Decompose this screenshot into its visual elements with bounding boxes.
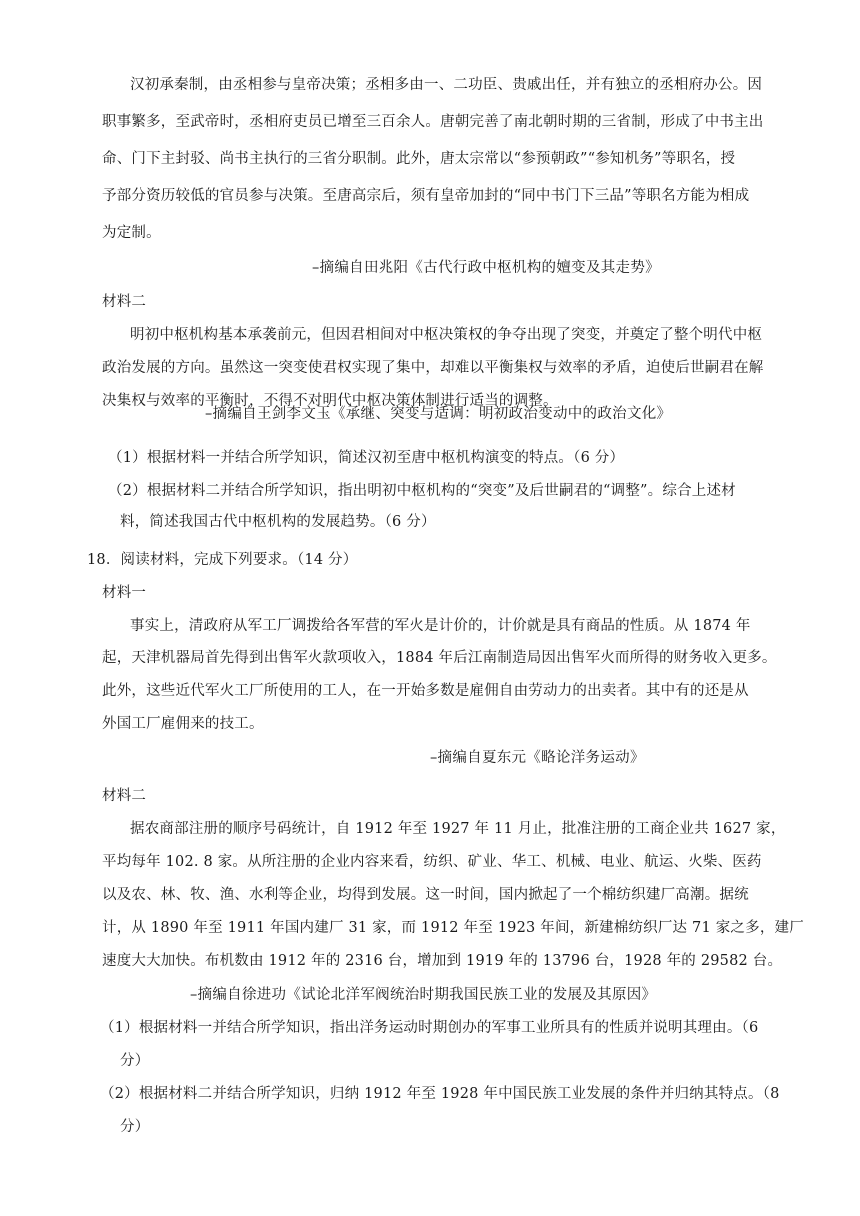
material1-paragraph-line-5: 为定制。 [102,225,161,241]
q18-material1-line-1: 事实上，清政府从军工厂调拨给各军营的军火是计价的，计价就是具有商品的性质。从 1874 年 [130,618,751,634]
question-18-1-line-2: 分） [120,1053,150,1069]
material2-label: 材料二 [102,294,147,310]
q18-material2-label: 材料二 [102,788,147,804]
question-17-1: （1）根据材料一并结合所学知识，简述汉初至唐中枢机构演变的特点。（6 分） [108,450,625,466]
material1-paragraph-line-1: 汉初承秦制，由丞相参与皇帝决策；丞相多由一、二功臣、贵戚出任，并有独立的丞相府办公。因 [130,77,763,93]
q18-material1-label: 材料一 [102,585,147,601]
question-18-2-line-1: （2）根据材料二并结合所学知识，归纳 1912 年至 1928 年中国民族工业发展的条件并归纳其特点。（8 [100,1086,780,1102]
material1-paragraph-line-3: 命、门下主封驳、尚书主执行的三省分职制。此外，唐太宗常以“参预朝政”“参知机务”等职名，授 [102,151,736,167]
question-18-2-line-2: 分） [120,1119,150,1135]
material1-source: –摘编自田兆阳《古代行政中枢机构的嬗变及其走势》 [312,260,660,276]
q18-material1-line-2: 起，天津机器局首先得到出售军火款项收入，1884 年后江南制造局因出售军火而所得的财务收入更多。 [102,650,777,666]
material2-source: –摘编自王剑李文玉《承继、突变与适调：明初政治变动中的政治文化》 [205,406,672,422]
material2-paragraph-line-1: 明初中枢机构基本承袭前元，但因君相间对中枢决策权的争夺出现了突变，并奠定了整个明代中枢 [130,327,763,343]
q18-material2-line-1: 据农商部注册的顺序号码统计，自 1912 年至 1927 年 11 月止，批准注册的工商企业共 1627 家， [130,821,786,837]
question-17-2-line-2: 料，简述我国古代中枢机构的发展趋势。（6 分） [120,514,436,530]
material2-paragraph-line-3: 决集权与效率的平衡时，不得不对明代中枢决策体制进行适当的调整。 [102,393,558,409]
q18-material2-line-3: 以及农、林、牧、渔、水利等企业，均得到发展。这一时间，国内掀起了一个棉纺织建厂高潮。据统 [102,887,749,903]
q18-material2-line-4: 计，从 1890 年至 1911 年国内建厂 31 家，而 1912 年至 1923 年间，新建棉纺织厂达 71 家之多，建厂 [102,920,804,936]
material1-paragraph-line-2: 职事繁多，至武帝时，丞相府吏员已增至三百余人。唐朝完善了南北朝时期的三省制，形成了中书主出 [102,114,764,130]
question-18-1-line-1: （1）根据材料一并结合所学知识，指出洋务运动时期创办的军事工业所具有的性质并说明其理由。（6 [100,1020,759,1036]
q18-material1-line-4: 外国工厂雇佣来的技工。 [102,716,264,732]
q18-material2-line-5: 速度大大加快。布机数由 1912 年的 2316 台，增加到 1919 年的 13796 台，1928 年的 29582 台。 [102,953,783,969]
material2-paragraph-line-2: 政治发展的方向。虽然这一突变使君权实现了集中，却难以平衡集权与效率的矛盾，迫使后世嗣君在解 [102,360,764,376]
q18-material1-source: –摘编自夏东元《略论洋务运动》 [430,750,645,766]
question-18-heading: 18．阅读材料，完成下列要求。（14 分） [87,552,358,568]
q18-material2-line-2: 平均每年 102. 8 家。从所注册的企业内容来看，纺织、矿业、华工、机械、电业、航运、火柴、医药 [102,854,762,870]
material1-paragraph-line-4: 予部分资历较低的官员参与决策。至唐高宗后，须有皇帝加封的“同中书门下三品”等职名方能为相成 [102,188,750,204]
q18-material2-source: –摘编自徐进功《试论北洋军阀统治时期我国民族工业的发展及其原因》 [190,987,657,1003]
q18-material1-line-3: 此外，这些近代军火工厂所使用的工人，在一开始多数是雇佣自由劳动力的出卖者。其中有的还是从 [102,683,749,699]
question-17-2-line-1: （2）根据材料二并结合所学知识，指出明初中枢机构的“突变”及后世嗣君的“调整”。综合上述材 [108,483,736,499]
